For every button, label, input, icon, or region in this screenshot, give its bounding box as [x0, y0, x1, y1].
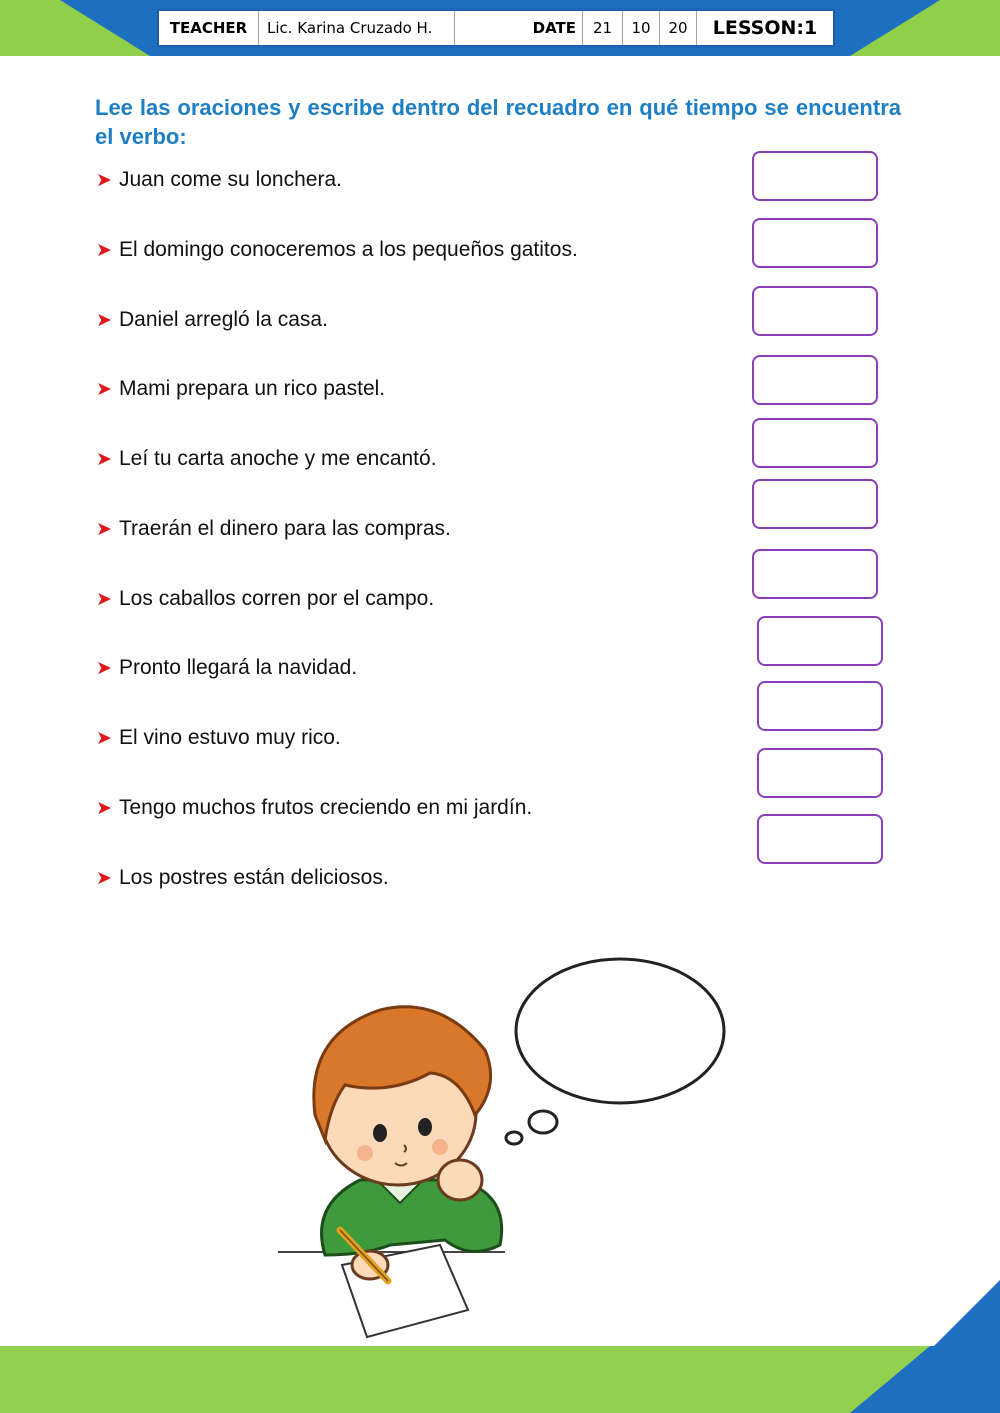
date-month: 10 — [623, 11, 660, 45]
teacher-label: TEACHER — [159, 11, 259, 45]
answer-box-2[interactable] — [752, 218, 878, 268]
sentence-item: ➤ Los postres están deliciosos. — [96, 866, 389, 889]
sentence-item: ➤ El domingo conoceremos a los pequeños gatitos. — [96, 238, 578, 261]
red-arrow-icon: ➤ — [96, 588, 112, 610]
thought-bubble — [516, 959, 724, 1103]
red-arrow-icon: ➤ — [96, 867, 112, 889]
red-arrow-icon: ➤ — [96, 657, 112, 679]
sentence-item: ➤ Pronto llegará la navidad. — [96, 656, 358, 679]
thinking-boy-illustration — [270, 955, 740, 1345]
sentence-item: ➤ Mami prepara un rico pastel. — [96, 377, 386, 400]
answer-box-6[interactable] — [752, 479, 878, 529]
date-label: DATE — [455, 11, 583, 45]
red-arrow-icon: ➤ — [96, 309, 112, 331]
answer-box-10[interactable] — [757, 748, 883, 798]
red-arrow-icon: ➤ — [96, 727, 112, 749]
red-arrow-icon: ➤ — [96, 448, 112, 470]
sentence-item: ➤ El vino estuvo muy rico. — [96, 726, 341, 749]
sentence-item: ➤ Leí tu carta anoche y me encantó. — [96, 447, 437, 470]
answer-box-3[interactable] — [752, 286, 878, 336]
answer-box-9[interactable] — [757, 681, 883, 731]
footer-band — [0, 1346, 1000, 1413]
footer-corner-accent — [840, 1280, 1000, 1350]
answer-box-7[interactable] — [752, 549, 878, 599]
answer-box-5[interactable] — [752, 418, 878, 468]
lesson-header — [157, 9, 835, 47]
red-arrow-icon: ➤ — [96, 378, 112, 400]
sentence-item: ➤ Los caballos corren por el campo. — [96, 587, 435, 610]
lesson-number: LESSON:1 — [712, 17, 818, 39]
sentence-item: ➤ Traerán el dinero para las compras. — [96, 517, 451, 540]
date-day: 21 — [583, 11, 623, 45]
sentence-item: ➤ Daniel arregló la casa. — [96, 308, 328, 331]
answer-box-1[interactable] — [752, 151, 878, 201]
sentence-item: ➤ Juan come su lonchera. — [96, 168, 342, 191]
red-arrow-icon: ➤ — [96, 239, 112, 261]
red-arrow-icon: ➤ — [96, 169, 112, 191]
red-arrow-icon: ➤ — [96, 797, 112, 819]
date-year: 20 — [660, 11, 697, 45]
red-arrow-icon: ➤ — [96, 518, 112, 540]
answer-box-8[interactable] — [757, 616, 883, 666]
instruction-text: Lee las oraciones y escribe dentro del recuadro en qué tiempo se encuentra el verbo: — [95, 95, 901, 149]
sentence-item: ➤ Tengo muchos frutos creciendo en mi jardín. — [96, 796, 533, 819]
answer-box-4[interactable] — [752, 355, 878, 405]
teacher-name: Lic. Karina Cruzado H. — [259, 11, 455, 45]
answer-box-11[interactable] — [757, 814, 883, 864]
